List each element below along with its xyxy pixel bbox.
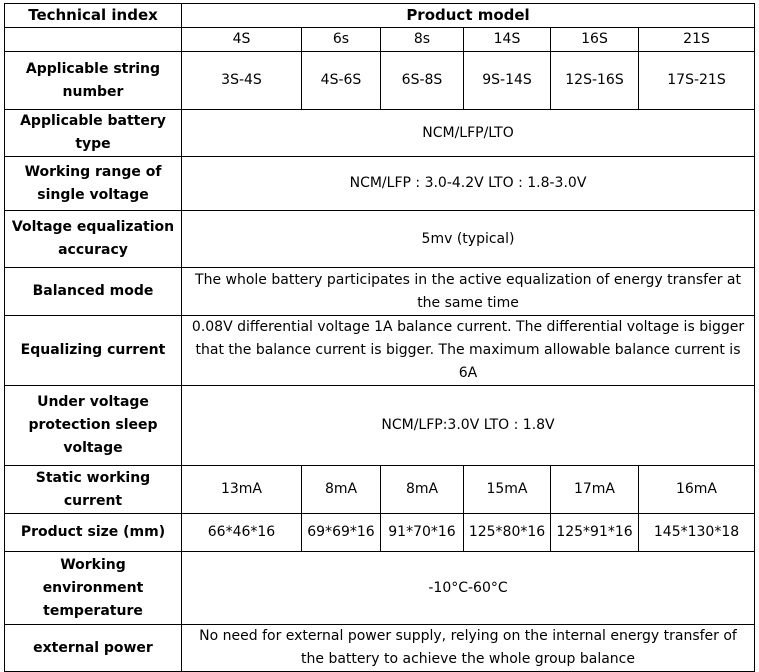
table-row (5, 514, 755, 552)
value-cell: 5mv (typical) (182, 211, 755, 268)
value-cell: 9S-14S (464, 52, 551, 110)
value-cell: 125*91*16 (551, 514, 639, 552)
row-label: Static working current (5, 466, 182, 514)
row-label: Voltage equalization accuracy (5, 211, 182, 268)
model-cell: 8s (381, 28, 464, 52)
value-cell: NCM/LFP/LTO (182, 110, 755, 157)
technical-index-header: Technical index (5, 4, 182, 28)
row-label: Applicable string number (5, 52, 182, 110)
value-cell: 69*69*16 (302, 514, 381, 552)
product-model-header: Product model (182, 4, 755, 28)
table-row (5, 625, 755, 672)
table-row (5, 211, 755, 268)
value-cell: 8mA (302, 466, 381, 514)
value-cell: 13mA (182, 466, 302, 514)
table-row (5, 52, 755, 110)
model-cell: 21S (639, 28, 755, 52)
value-cell: 16mA (639, 466, 755, 514)
table-row (5, 466, 755, 514)
value-cell: 17mA (551, 466, 639, 514)
value-cell: 66*46*16 (182, 514, 302, 552)
table-row (5, 316, 755, 386)
table-row (5, 552, 755, 625)
value-cell: 3S-4S (182, 52, 302, 110)
row-label: external power (5, 625, 182, 672)
value-cell: 15mA (464, 466, 551, 514)
table-row (5, 268, 755, 316)
value-cell: 125*80*16 (464, 514, 551, 552)
value-cell: 12S-16S (551, 52, 639, 110)
value-cell: NCM/LFP:3.0V LTO : 1.8V (182, 386, 755, 466)
table-row (5, 386, 755, 466)
model-cell: 4S (182, 28, 302, 52)
row-label: Equalizing current (5, 316, 182, 386)
model-cell: 16S (551, 28, 639, 52)
row-label: Working range of single voltage (5, 157, 182, 211)
value-cell: -10°C-60°C (182, 552, 755, 625)
blank-cell (5, 28, 182, 52)
model-cell: 14S (464, 28, 551, 52)
value-cell: No need for external power supply, relying on the internal energy transfer of the battery to achieve the whole group balance (182, 625, 755, 672)
row-label: Product size (mm) (5, 514, 182, 552)
table-row (5, 157, 755, 211)
table-row (5, 110, 755, 157)
row-label: Applicable battery type (5, 110, 182, 157)
row-label: Working environment temperature (5, 552, 182, 625)
model-row (5, 28, 755, 52)
value-cell: 6S-8S (381, 52, 464, 110)
value-cell: 8mA (381, 466, 464, 514)
value-cell: NCM/LFP : 3.0-4.2V LTO : 1.8-3.0V (182, 157, 755, 211)
value-cell: 4S-6S (302, 52, 381, 110)
value-cell: 17S-21S (639, 52, 755, 110)
value-cell: The whole battery participates in the active equalization of energy transfer at the same time (182, 268, 755, 316)
value-cell: 145*130*18 (639, 514, 755, 552)
table-header-row (5, 4, 755, 28)
value-cell: 91*70*16 (381, 514, 464, 552)
model-cell: 6s (302, 28, 381, 52)
row-label: Under voltage protection sleep voltage (5, 386, 182, 466)
value-cell: 0.08V differential voltage 1A balance current. The differential voltage is bigger that the balance current is bigger. The maximum allowable balance current is 6A (182, 316, 755, 386)
row-label: Balanced mode (5, 268, 182, 316)
spec-table (4, 3, 755, 672)
